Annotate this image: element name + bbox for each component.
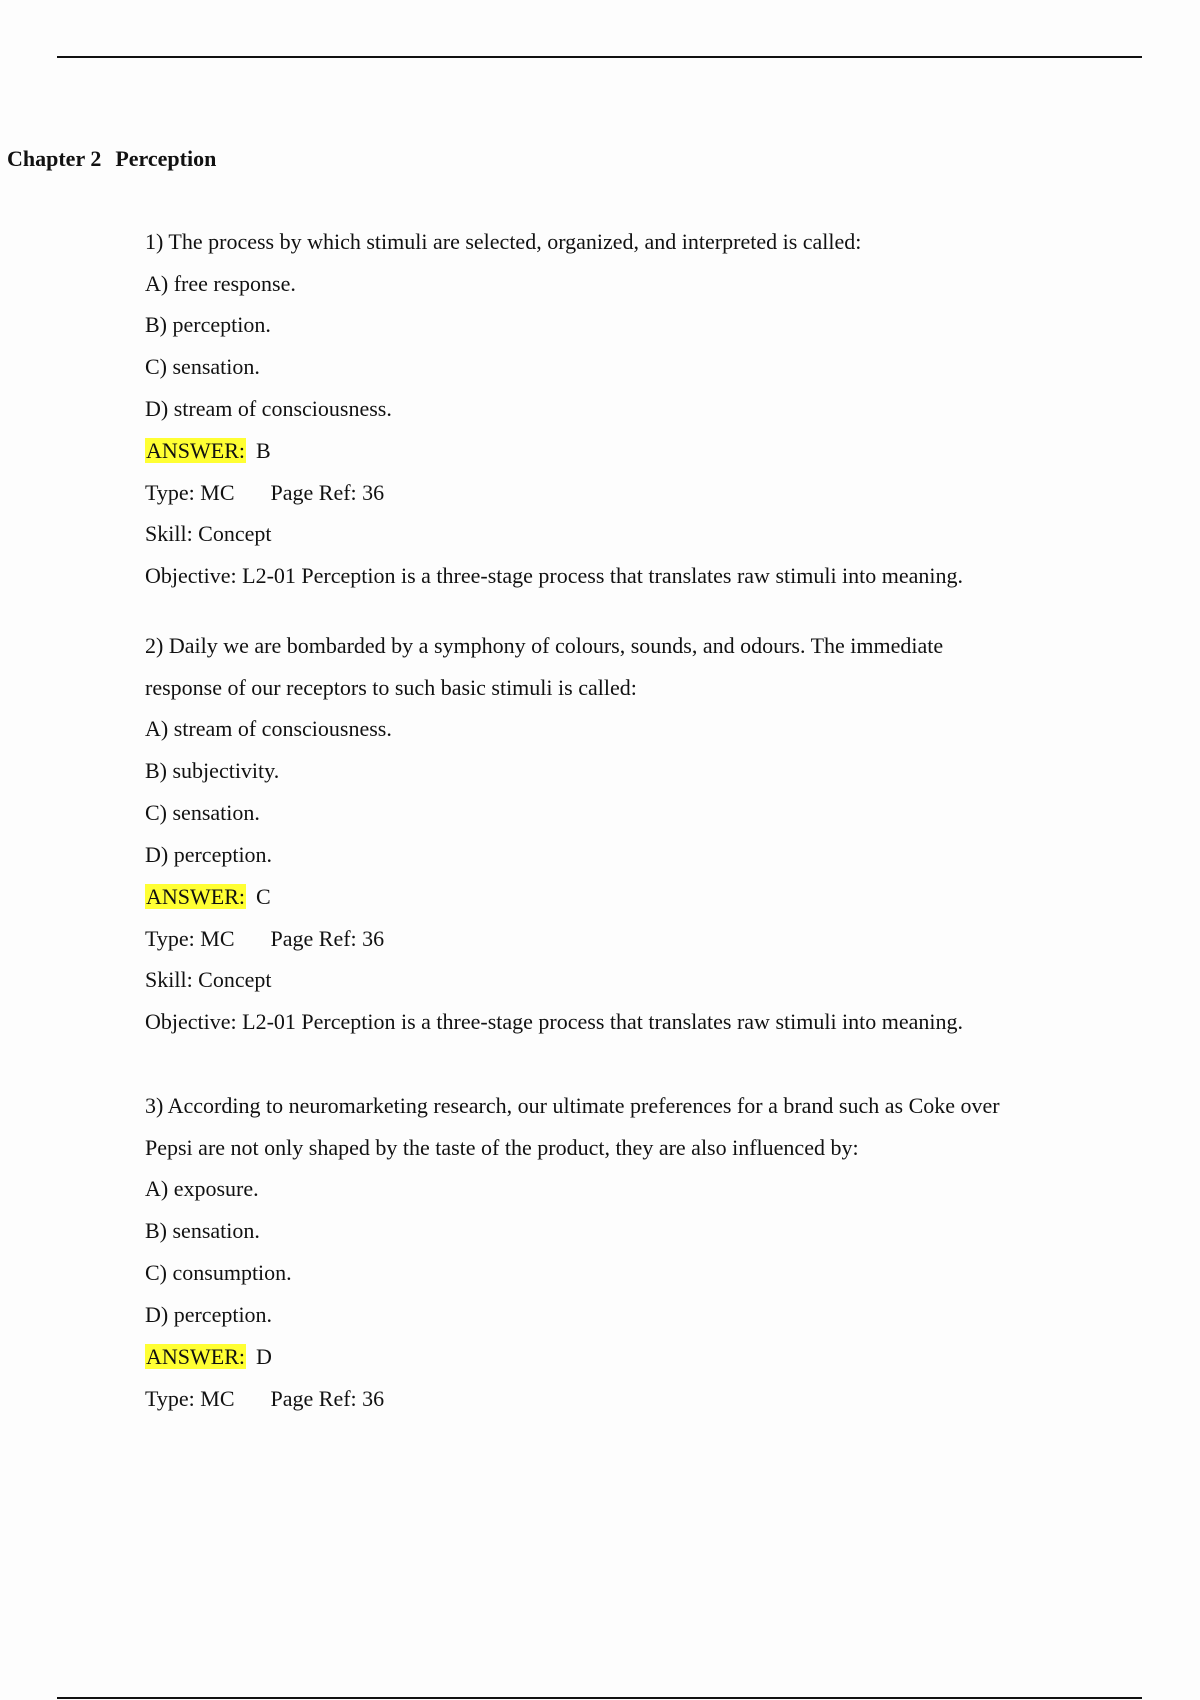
objective-line: Objective: L2-01 Perception is a three-stage process that translates raw stimuli into meaning.	[145, 1009, 964, 1034]
answer-line	[145, 437, 271, 465]
option-d: D) stream of consciousness.	[145, 396, 392, 421]
question-stem: 1) The process by which stimuli are selected, organized, and interpreted is called:	[145, 229, 862, 254]
answer-value: C	[256, 884, 271, 909]
skill-line: Skill: Concept	[145, 521, 272, 546]
option-b: B) perception.	[145, 312, 271, 337]
option-a: A) exposure.	[145, 1176, 259, 1201]
question-stem: 3) According to neuromarketing research, our ultimate preferences for a brand such as Coke over	[145, 1093, 1000, 1118]
question-type: Type: MC	[145, 926, 235, 951]
option-b: B) subjectivity.	[145, 758, 280, 783]
footer-rule	[57, 1697, 1142, 1699]
type-line	[145, 1385, 384, 1413]
chapter-heading	[7, 145, 216, 173]
page-ref: Page Ref: 36	[270, 926, 385, 951]
question-stem-cont: response of our receptors to such basic stimuli is called:	[145, 675, 637, 700]
option-a: A) free response.	[145, 271, 296, 296]
answer-line	[145, 883, 271, 911]
question-stem-cont: Pepsi are not only shaped by the taste of the product, they are also influenced by:	[145, 1135, 859, 1160]
option-c: C) sensation.	[145, 354, 260, 379]
answer-label: ANSWER:	[146, 884, 245, 909]
header-rule	[57, 56, 1142, 58]
option-c: C) consumption.	[145, 1260, 292, 1285]
chapter-title: Perception	[115, 146, 217, 171]
page-ref: Page Ref: 36	[270, 1386, 385, 1411]
option-d: D) perception.	[145, 842, 273, 867]
chapter-number: Chapter 2	[7, 146, 102, 171]
option-c: C) sensation.	[145, 800, 260, 825]
option-d: D) perception.	[145, 1302, 273, 1327]
answer-label: ANSWER:	[146, 438, 245, 463]
question-type: Type: MC	[145, 1386, 235, 1411]
option-a: A) stream of consciousness.	[145, 716, 392, 741]
question-stem: 2) Daily we are bombarded by a symphony of colours, sounds, and odours. The immediate	[145, 633, 944, 658]
type-line	[145, 925, 384, 953]
type-line	[145, 479, 384, 507]
skill-line: Skill: Concept	[145, 967, 272, 992]
option-b: B) sensation.	[145, 1218, 260, 1243]
question-type: Type: MC	[145, 480, 235, 505]
answer-value: D	[256, 1344, 272, 1369]
answer-label: ANSWER:	[146, 1344, 245, 1369]
page-ref: Page Ref: 36	[270, 480, 385, 505]
objective-line: Objective: L2-01 Perception is a three-stage process that translates raw stimuli into meaning.	[145, 563, 964, 588]
answer-value: B	[256, 438, 271, 463]
answer-line	[145, 1343, 272, 1371]
